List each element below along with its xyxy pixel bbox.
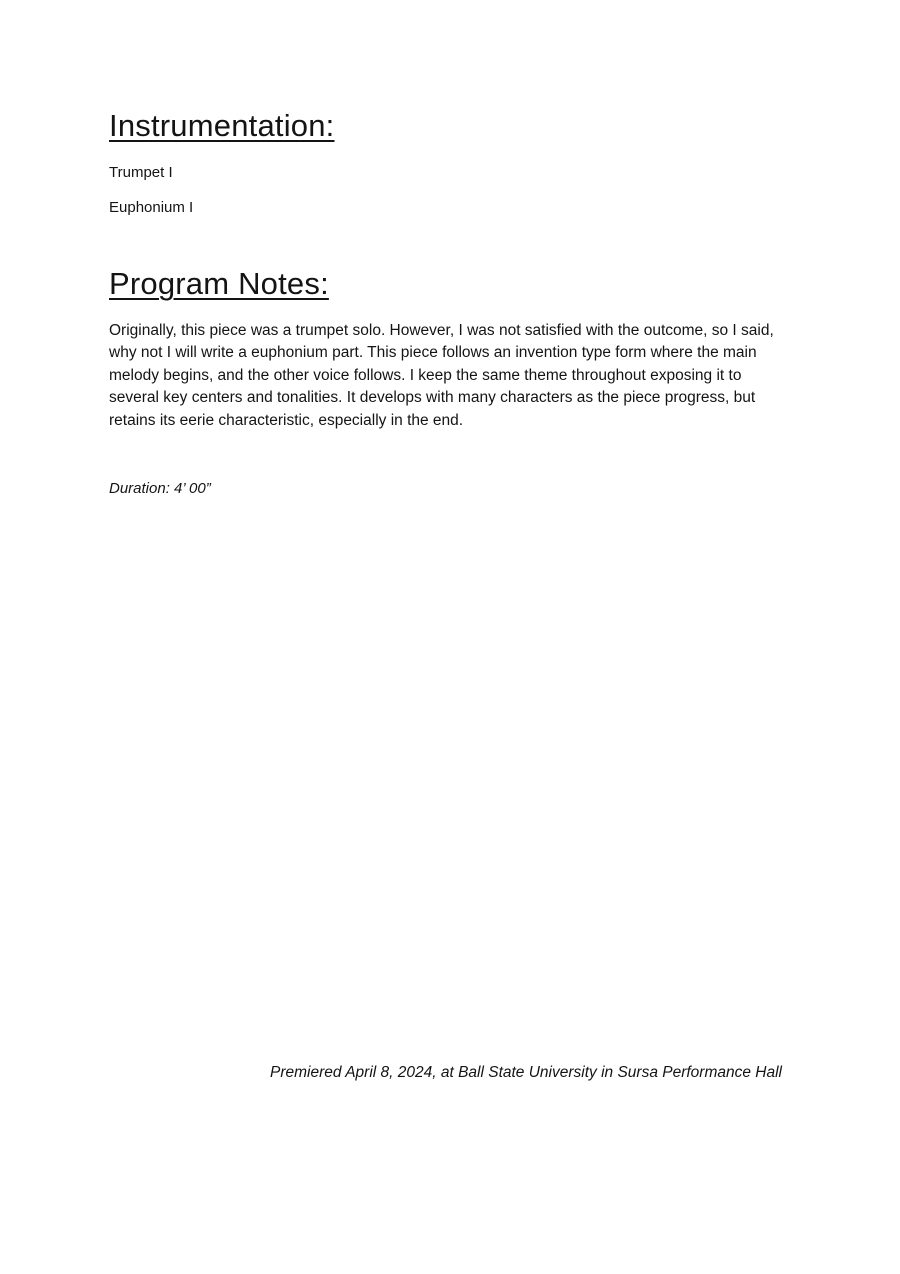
duration-text: Duration: 4’ 00” xyxy=(109,480,211,497)
program-notes-heading: Program Notes: xyxy=(109,266,329,301)
instrument-list xyxy=(109,163,193,233)
program-notes-text: Originally, this piece was a trumpet solo. However, I was not satisfied with the outcome, so I said, why not I will write a euphonium part. This piece follows an invention type form where the main melody begins, and the other voice follows. I keep the same theme throughout exposing it to several key centers and tonalities. It develops with many characters as the piece progress, but retains its eerie characteristic, especially in the end. xyxy=(109,322,774,429)
instrument-item: Trumpet I xyxy=(109,164,173,181)
instrumentation-heading: Instrumentation: xyxy=(109,108,335,143)
premiere-text: Premiered April 8, 2024, at Ball State University in Sursa Performance Hall xyxy=(269,1064,782,1081)
instrument-item: Euphonium I xyxy=(109,199,194,216)
